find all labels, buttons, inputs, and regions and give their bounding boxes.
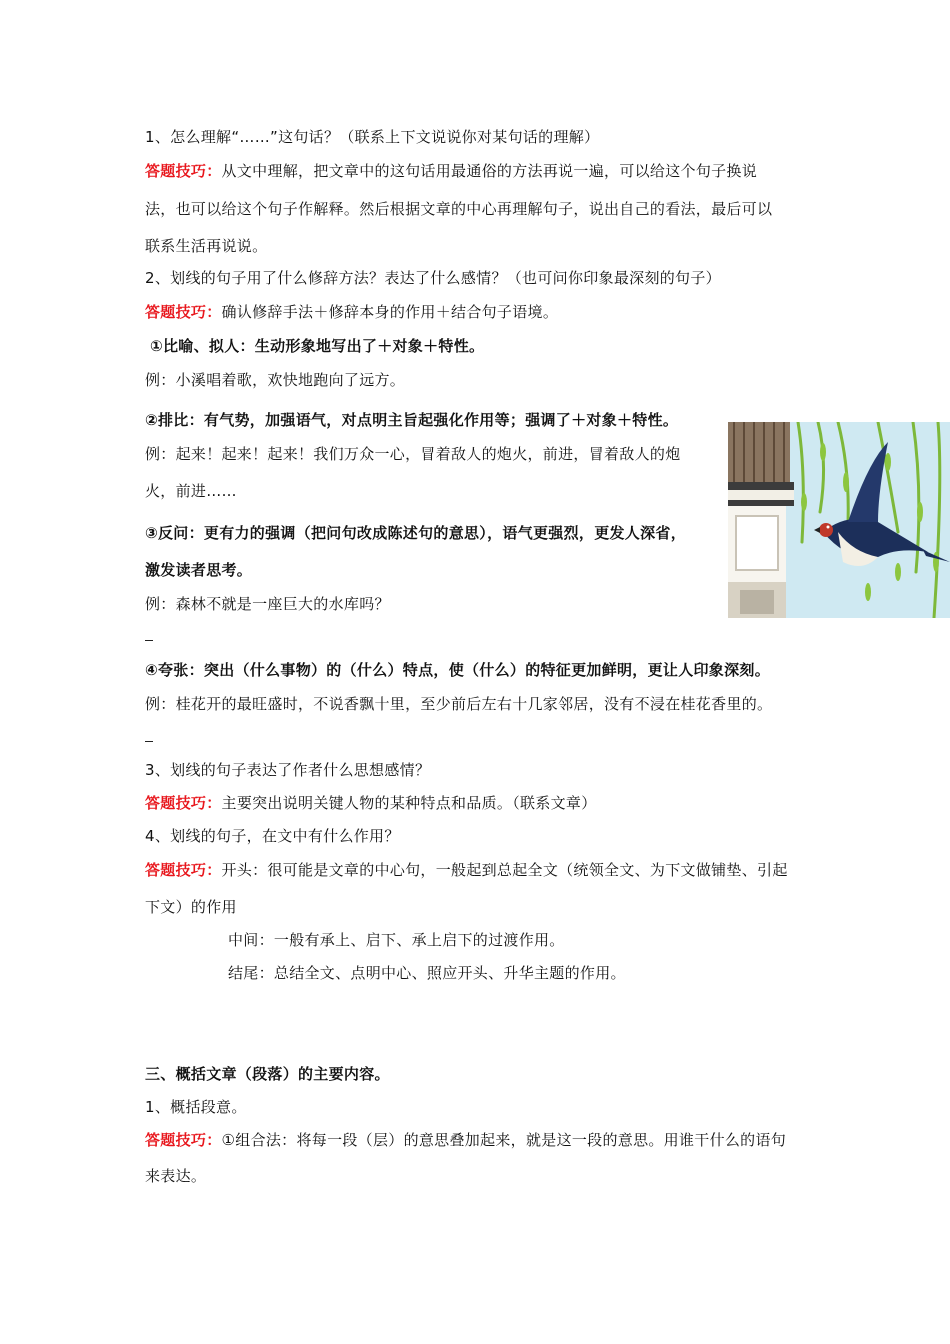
rhetoric-parallelism-example-1: 例：起来！起来！起来！我们万众一心，冒着敌人的炮火，前进，冒着敌人的炮 bbox=[145, 445, 681, 463]
answer-2 bbox=[145, 302, 558, 322]
answer-1-line-3: 联系生活再说说。 bbox=[145, 237, 268, 255]
answer-1-text: 从文中理解，把文章中的这句话用最通俗的方法再说一遍，可以给这个句子换说 bbox=[221, 162, 758, 180]
tip-label: 答题技巧： bbox=[145, 303, 222, 321]
rhetoric-metaphor-example: 例：小溪唱着歌，欢快地跑向了远方。 bbox=[145, 371, 406, 389]
tip-label: 答题技巧： bbox=[145, 1131, 222, 1149]
answer-1-line-2: 法，也可以给这个句子作解释。然后根据文章的中心再理解句子，说出自己的看法，最后可以 bbox=[145, 200, 773, 218]
section-3-answer-1-line-2: 来表达。 bbox=[145, 1167, 207, 1185]
question-3: 3、划线的句子表达了作者什么思想感情？ bbox=[145, 761, 431, 779]
tip-label: 答题技巧： bbox=[145, 861, 222, 879]
rhetoric-hyperbole: ④夸张：突出（什么事物）的（什么）特点，使（什么）的特征更加鲜明，更让人印象深刻。 bbox=[145, 661, 771, 679]
question-2: 2、划线的句子用了什么修辞方法？表达了什么感情？（也可问你印象最深刻的句子） bbox=[145, 269, 721, 287]
section-3-answer-1-text: ①组合法：将每一段（层）的意思叠加起来，就是这一段的意思。用谁干什么的语句 bbox=[221, 1131, 787, 1149]
rhetoric-hyperbole-example: 例：桂花开的最旺盛时，不说香飘十里，至少前后左右十几家邻居，没有不浸在桂花香里的。 bbox=[145, 695, 773, 713]
tip-label: 答题技巧： bbox=[145, 162, 222, 180]
rhetoric-parallelism-example-2: 火，前进…… bbox=[145, 482, 237, 500]
rhetoric-rhetorical-question-example: 例：森林不就是一座巨大的水库吗？ bbox=[145, 595, 390, 613]
section-3-heading: 三、概括文章（段落）的主要内容。 bbox=[145, 1065, 390, 1083]
question-1: 1、怎么理解“……”这句话？（联系上下文说说你对某句话的理解） bbox=[145, 128, 600, 146]
question-4: 4、划线的句子，在文中有什么作用？ bbox=[145, 827, 400, 845]
rhetoric-rhetorical-question-1: ③反问：更有力的强调（把问句改成陈述句的意思），语气更强烈，更发人深省， bbox=[145, 524, 687, 542]
section-3-question-1: 1、概括段意。 bbox=[145, 1098, 247, 1116]
answer-4-middle: 中间：一般有承上、启下、承上启下的过渡作用。 bbox=[228, 931, 565, 949]
answer-3-text: 主要突出说明关键人物的某种特点和品质。（联系文章） bbox=[221, 794, 597, 812]
section-3-answer-1-line-1 bbox=[145, 1130, 786, 1150]
answer-2-text: 确认修辞手法＋修辞本身的作用＋结合句子语境。 bbox=[221, 303, 559, 321]
answer-4-line-2: 下文）的作用 bbox=[145, 898, 237, 916]
separator-dash bbox=[145, 640, 153, 641]
tip-label: 答题技巧： bbox=[145, 794, 222, 812]
answer-1-line-1 bbox=[145, 161, 757, 181]
separator-dash bbox=[145, 741, 153, 742]
swallow-illustration-icon bbox=[728, 422, 950, 618]
answer-3 bbox=[145, 793, 597, 813]
rhetoric-metaphor: ①比喻、拟人：生动形象地写出了＋对象＋特性。 bbox=[150, 337, 485, 355]
answer-4-line-1 bbox=[145, 860, 788, 880]
rhetoric-parallelism: ②排比：有气势，加强语气，对点明主旨起强化作用等；强调了＋对象＋特性。 bbox=[145, 411, 679, 429]
answer-4-end: 结尾：总结全文、点明中心、照应开头、升华主题的作用。 bbox=[228, 964, 626, 982]
rhetoric-rhetorical-question-2: 激发读者思考。 bbox=[145, 561, 253, 579]
answer-4-text: 开头：很可能是文章的中心句，一般起到总起全文（统领全文、为下文做铺垫、引起 bbox=[221, 861, 788, 879]
